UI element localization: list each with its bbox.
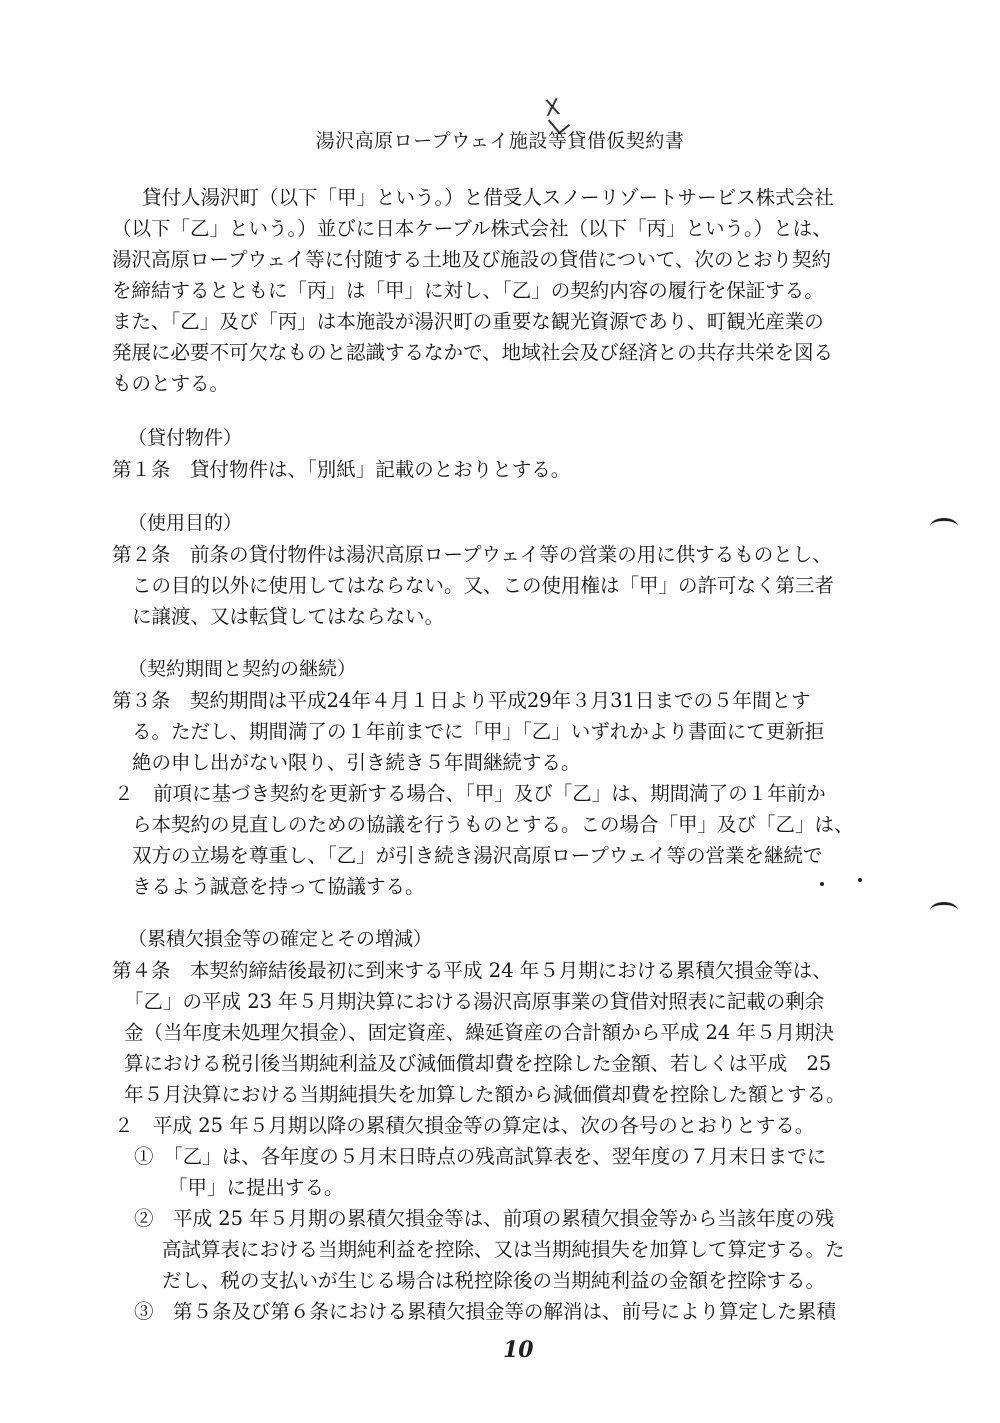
preamble-line-1: 貸付人湯沢町（以下「甲」という。）と借受人スノーリゾートサービス株式会社 bbox=[142, 186, 834, 209]
article-4-item-2-line-1: ② 平成 25 年５月期の累積欠損金等は、前項の累積欠損金等から当該年度の残 bbox=[134, 1207, 835, 1230]
article-3-para-2-line-3: 双方の立場を尊重し、「乙」が引き続き湯沢高原ロープウェイ等の営業を継続で bbox=[132, 844, 823, 867]
article-3-line-3: 絶の申し出がない限り、引き続き５年間継続する。 bbox=[132, 751, 581, 774]
article-4-line-5: 年５月決算における当期純損失を加算した額から減価償却費を控除した額とする。 bbox=[124, 1083, 846, 1106]
preamble-line-6: 発展に必要不可欠なものと認識するなかで、地域社会及び経済との共存共栄を図る bbox=[112, 341, 834, 364]
binder-hole-mark bbox=[930, 518, 958, 535]
article-4-item-3-line-1: ③ 第５条及び第６条における累積欠損金等の解消は、前号により算定した累積 bbox=[134, 1300, 837, 1323]
preamble-line-2: （以下「乙」という。）並びに日本ケーブル株式会社（以下「丙」という。）とは、 bbox=[112, 217, 832, 240]
article-4-item-2-line-3: だし、税の支払いが生じる場合は税控除後の当期純利益の金額を控除する。 bbox=[162, 1269, 826, 1292]
article-3-line-1: 第３条 契約期間は平成24年４月１日より平成29年３月31日までの５年間とす bbox=[112, 689, 811, 712]
article-2-heading: （使用目的） bbox=[128, 512, 243, 534]
article-3-heading: （契約期間と契約の継続） bbox=[128, 658, 357, 680]
article-4-line-4: 算における税引後当期純利益及び減価償却費を控除した金額、若しくは平成 25 bbox=[124, 1052, 832, 1075]
article-4-item-1-line-2: 「甲」に提出する。 bbox=[168, 1176, 344, 1199]
document-title: 湯沢高原ロープウェイ施設等貸借仮契約書 bbox=[315, 130, 685, 152]
article-4-item-1-line-1: ① 「乙」は、各年度の５月末日時点の残高試算表を、翌年度の７月末日までに bbox=[134, 1145, 827, 1168]
preamble-line-5: また、「乙」及び「丙」は本施設が湯沢町の重要な観光資源であり、町観光産業の bbox=[112, 310, 824, 333]
article-3-para-2-line-2: ら本契約の見直しのための協議を行うものとする。この場合「甲」及び「乙」は、 bbox=[132, 813, 854, 836]
article-4-line-1: 第４条 本契約締結後最初に到来する平成 24 年５月期における累積欠損金等は、 bbox=[112, 959, 832, 982]
article-2-line-1: 第２条 前条の貸付物件は湯沢高原ロープウェイ等の営業の用に供するものとし、 bbox=[112, 543, 832, 566]
preamble-line-4: を締結するとともに「丙」は「甲」に対し、「乙」の契約内容の履行を保証する。 bbox=[112, 279, 824, 302]
article-3-line-2: る。ただし、期間満了の１年前までに「甲」「乙」いずれかより書面にて更新拒 bbox=[132, 720, 825, 743]
article-4-heading: （累積欠損金等の確定とその増減） bbox=[128, 928, 433, 950]
preamble-line-7: ものとする。 bbox=[112, 372, 230, 395]
article-2-line-3: に譲渡、又は転貸してはならない。 bbox=[132, 605, 445, 628]
article-4-item-2-line-2: 高試算表における当期純利益を控除、又は当期純損失を加算して算定する。た bbox=[162, 1238, 845, 1261]
article-1-heading: （貸付物件） bbox=[128, 427, 243, 449]
binder-hole-mark bbox=[930, 902, 958, 919]
page-number: 10 bbox=[503, 1337, 534, 1363]
article-3-para-2-line-4: きるよう誠意を持って協議する。 bbox=[132, 875, 425, 898]
article-4-para-2-line-1: ２ 平成 25 年５月期以降の累積欠損金等の算定は、次の各号のとおりとする。 bbox=[114, 1114, 815, 1137]
article-3-para-2-line-1: ２ 前項に基づき契約を更新する場合、「甲」及び「乙」は、期間満了の１年前か bbox=[114, 782, 826, 805]
article-2-line-2: この目的以外に使用してはならない。又、この使用権は「甲」の許可なく第三者 bbox=[132, 574, 835, 597]
scan-speck bbox=[858, 878, 862, 882]
article-4-line-3: 金（当年度未処理欠損金）、固定資産、繰延資産の合計額から平成 24 年５月期決 bbox=[124, 1021, 834, 1044]
article-1-line-1: 第１条 貸付物件は、「別紙」記載のとおりとする。 bbox=[112, 458, 571, 481]
preamble-line-3: 湯沢高原ロープウェイ等に付随する土地及び施設の貸借について、次のとおり契約 bbox=[112, 248, 831, 271]
scan-speck bbox=[820, 882, 824, 886]
handwritten-x-mark: X bbox=[543, 95, 562, 122]
article-4-line-2: 「乙」の平成 23 年５月期決算における湯沢高原事業の貸借対照表に記載の剰余 bbox=[124, 990, 825, 1013]
